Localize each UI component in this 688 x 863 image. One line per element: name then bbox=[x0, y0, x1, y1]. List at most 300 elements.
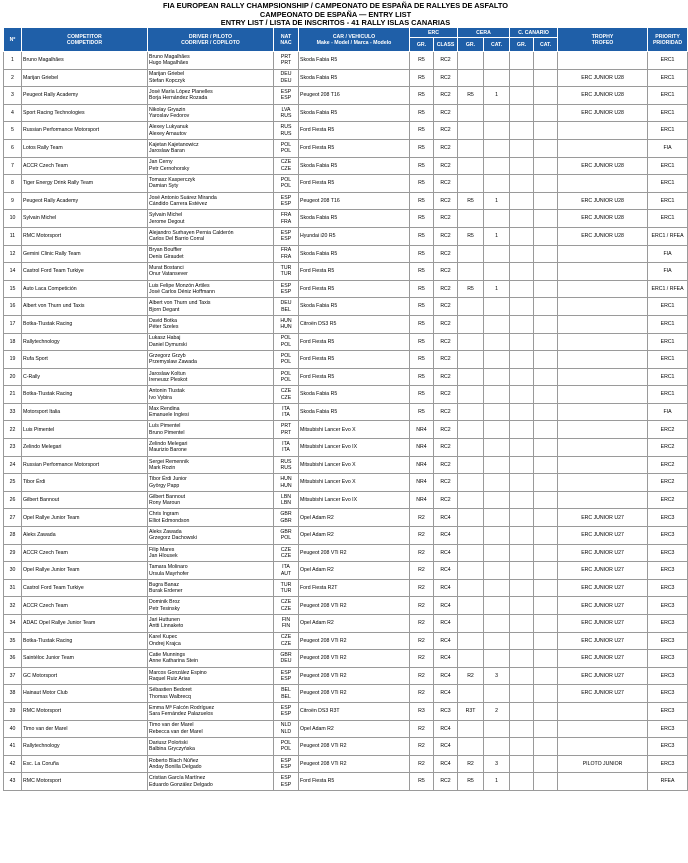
codriver-nationality: HUN bbox=[280, 324, 292, 331]
cera-group bbox=[458, 421, 484, 439]
driver-nationality: GBR bbox=[280, 528, 292, 535]
entry-number: 35 bbox=[4, 632, 22, 650]
ccanario-group bbox=[510, 315, 534, 333]
nationality bbox=[274, 439, 299, 457]
ccanario-category bbox=[534, 491, 558, 509]
driver-nationality: ESP bbox=[280, 282, 292, 289]
driver-crew bbox=[148, 562, 274, 580]
driver-crew bbox=[148, 298, 274, 316]
cera-category bbox=[484, 351, 510, 369]
ccanario-category bbox=[534, 139, 558, 157]
codriver-name: Stefan Kopczyk bbox=[149, 77, 186, 84]
driver-name: Grzegorz Grzyb bbox=[149, 352, 186, 359]
nationality bbox=[274, 615, 299, 633]
nationality bbox=[274, 386, 299, 404]
cera-category bbox=[484, 491, 510, 509]
trophy bbox=[558, 351, 648, 369]
priority: ERC3 bbox=[648, 527, 688, 545]
table-row bbox=[4, 210, 688, 228]
erc-group: R5 bbox=[410, 245, 434, 263]
driver-nationality: CZE bbox=[280, 159, 292, 166]
ccanario-group bbox=[510, 52, 534, 70]
priority: ERC1 bbox=[648, 315, 688, 333]
cera-category bbox=[484, 527, 510, 545]
car-model: Skoda Fabia R5 bbox=[299, 403, 410, 421]
codriver-name: Rebecca van der Marel bbox=[149, 728, 203, 735]
competitor-name: ACCR Czech Team bbox=[22, 597, 148, 615]
competitor-name: Gilbert Bannout bbox=[22, 491, 148, 509]
erc-group: R5 bbox=[410, 280, 434, 298]
nationality bbox=[274, 87, 299, 105]
driver-crew bbox=[148, 157, 274, 175]
erc-class: RC2 bbox=[434, 421, 458, 439]
nationality bbox=[274, 544, 299, 562]
codriver-name: Balbina Gryczyńska bbox=[149, 746, 195, 753]
trophy bbox=[558, 315, 648, 333]
erc-class: RC4 bbox=[434, 509, 458, 527]
trophy bbox=[558, 456, 648, 474]
table-row bbox=[4, 421, 688, 439]
ccanario-group bbox=[510, 192, 534, 210]
priority: ERC3 bbox=[648, 544, 688, 562]
car-model: Ford Fiesta R5 bbox=[299, 139, 410, 157]
car-model: Skoda Fabia R5 bbox=[299, 157, 410, 175]
car-model: Peugeot 208 T16 bbox=[299, 87, 410, 105]
nationality bbox=[274, 139, 299, 157]
table-row bbox=[4, 139, 688, 157]
erc-class: RC4 bbox=[434, 632, 458, 650]
driver-crew bbox=[148, 544, 274, 562]
cera-group bbox=[458, 104, 484, 122]
document-subtitle: ENTRY LIST / LISTA DE INSCRITOS - 41 RALLY ISLAS CANARIAS bbox=[220, 18, 451, 28]
cera-group bbox=[458, 139, 484, 157]
cera-category bbox=[484, 456, 510, 474]
codriver-nationality: CZE bbox=[280, 165, 292, 172]
trophy bbox=[558, 702, 648, 720]
header-cc-gr: GR. bbox=[510, 38, 534, 52]
cera-category bbox=[484, 720, 510, 738]
nationality bbox=[274, 474, 299, 492]
ccanario-category bbox=[534, 175, 558, 193]
driver-name: Sébastien Bedoret bbox=[149, 687, 192, 694]
trophy bbox=[558, 122, 648, 140]
priority: ERC1 bbox=[648, 386, 688, 404]
ccanario-category bbox=[534, 315, 558, 333]
cera-category bbox=[484, 632, 510, 650]
erc-class: RC2 bbox=[434, 474, 458, 492]
erc-class: RC2 bbox=[434, 386, 458, 404]
codriver-name: Sara Fernández Palazuelos bbox=[149, 711, 214, 718]
ccanario-category bbox=[534, 87, 558, 105]
car-model: Mitsubishi Lancer Evo IX bbox=[299, 491, 410, 509]
driver-nationality: LBN bbox=[280, 493, 292, 500]
ccanario-category bbox=[534, 597, 558, 615]
header-row-top bbox=[4, 28, 688, 38]
ccanario-group bbox=[510, 122, 534, 140]
trophy: ERC JUNIOR U27 bbox=[558, 597, 648, 615]
codriver-name: Emanuele Inglesi bbox=[149, 412, 189, 419]
driver-nationality: POL bbox=[280, 335, 292, 342]
codriver-name: Ondrej Krajca bbox=[149, 640, 181, 647]
entry-number: 11 bbox=[4, 227, 22, 245]
table-row bbox=[4, 315, 688, 333]
erc-class: RC2 bbox=[434, 104, 458, 122]
nationality bbox=[274, 315, 299, 333]
ccanario-category bbox=[534, 245, 558, 263]
table-row bbox=[4, 52, 688, 70]
priority: ERC1 bbox=[648, 368, 688, 386]
table-row bbox=[4, 720, 688, 738]
trophy: ERC JUNIOR U28 bbox=[558, 227, 648, 245]
entry-number: 7 bbox=[4, 157, 22, 175]
codriver-nationality: ITA bbox=[282, 447, 290, 454]
cera-category bbox=[484, 52, 510, 70]
nationality bbox=[274, 562, 299, 580]
driver-name: Jari Huttunen bbox=[149, 616, 180, 623]
ccanario-category bbox=[534, 157, 558, 175]
driver-nationality: ESP bbox=[280, 775, 292, 782]
nationality bbox=[274, 421, 299, 439]
cera-group: R3T bbox=[458, 702, 484, 720]
ccanario-group bbox=[510, 491, 534, 509]
cera-group bbox=[458, 210, 484, 228]
competitor-name: Timo van der Marel bbox=[22, 720, 148, 738]
priority: ERC1 / RFEA bbox=[648, 280, 688, 298]
competitor-name: Opel Rallye Junior Team bbox=[22, 562, 148, 580]
driver-crew bbox=[148, 615, 274, 633]
cera-group bbox=[458, 157, 484, 175]
erc-class: RC2 bbox=[434, 227, 458, 245]
ccanario-group bbox=[510, 597, 534, 615]
codriver-nationality: DEU bbox=[280, 77, 292, 84]
table-row bbox=[4, 69, 688, 87]
driver-name: Sylvain Michel bbox=[149, 212, 183, 219]
erc-class: RC2 bbox=[434, 139, 458, 157]
codriver-nationality: TUR bbox=[280, 588, 292, 595]
codriver-name: Jan Hlousek bbox=[149, 552, 178, 559]
priority: ERC3 bbox=[648, 509, 688, 527]
table-row bbox=[4, 263, 688, 281]
driver-name: Tomasz Kasperczyk bbox=[149, 177, 196, 184]
nationality bbox=[274, 368, 299, 386]
driver-name: Karel Kupec bbox=[149, 634, 178, 641]
codriver-name: Ivo Vybira bbox=[149, 394, 172, 401]
driver-crew bbox=[148, 315, 274, 333]
competitor-name: RMC Motorsport bbox=[22, 702, 148, 720]
ccanario-group bbox=[510, 386, 534, 404]
codriver-nationality: LBN bbox=[280, 500, 292, 507]
trophy: ERC JUNIOR U28 bbox=[558, 157, 648, 175]
entry-number: 18 bbox=[4, 333, 22, 351]
ccanario-category bbox=[534, 456, 558, 474]
erc-group: NR4 bbox=[410, 439, 434, 457]
codriver-nationality: POL bbox=[280, 376, 292, 383]
driver-name: Marijan Griebel bbox=[149, 71, 185, 78]
nationality bbox=[274, 104, 299, 122]
trophy bbox=[558, 439, 648, 457]
erc-group: R2 bbox=[410, 738, 434, 756]
erc-group: R5 bbox=[410, 227, 434, 245]
cera-group bbox=[458, 245, 484, 263]
table-row bbox=[4, 104, 688, 122]
codriver-name: Przemyslaw Zawada bbox=[149, 359, 197, 366]
erc-group: R5 bbox=[410, 210, 434, 228]
document-title: FIA EUROPEAN RALLY CHAMPSIONSHIP / CAMPEONATO DE ESPAÑA DE RALLYES DE ASFALTO bbox=[162, 1, 509, 10]
driver-name: Bryan Bouffier bbox=[149, 247, 182, 254]
driver-crew bbox=[148, 421, 274, 439]
car-model: Opel Adam R2 bbox=[299, 615, 410, 633]
header-erc-gr: GR. bbox=[410, 38, 434, 52]
erc-group: R2 bbox=[410, 527, 434, 545]
codriver-nationality: FRA bbox=[280, 253, 292, 260]
cera-category bbox=[484, 650, 510, 668]
trophy bbox=[558, 491, 648, 509]
erc-group: R2 bbox=[410, 562, 434, 580]
driver-name: Dominik Broz bbox=[149, 599, 180, 606]
erc-group: R5 bbox=[410, 192, 434, 210]
codriver-name: Onur Vatansever bbox=[149, 271, 188, 278]
competitor-name: Aleks Zawada bbox=[22, 527, 148, 545]
cera-group bbox=[458, 351, 484, 369]
nationality bbox=[274, 650, 299, 668]
driver-crew bbox=[148, 227, 274, 245]
entry-number: 9 bbox=[4, 192, 22, 210]
nationality bbox=[274, 632, 299, 650]
erc-group: R2 bbox=[410, 579, 434, 597]
entry-number: 24 bbox=[4, 456, 22, 474]
driver-nationality: BEL bbox=[281, 687, 291, 694]
erc-group: R5 bbox=[410, 368, 434, 386]
codriver-name: Hugo Magalhães bbox=[149, 60, 189, 67]
table-row bbox=[4, 280, 688, 298]
ccanario-group bbox=[510, 562, 534, 580]
erc-class: RC4 bbox=[434, 755, 458, 773]
driver-name: Albert von Thurn und Taxis bbox=[149, 300, 211, 307]
header-erc-class: CLASS bbox=[434, 38, 458, 52]
car-model: Peugeot 208 VTi R2 bbox=[299, 667, 410, 685]
codriver-name: Damian Syty bbox=[149, 183, 179, 190]
priority: ERC1 bbox=[648, 157, 688, 175]
car-model: Peugeot 208 VTi R2 bbox=[299, 738, 410, 756]
competitor-name: Marijan Griebel bbox=[22, 69, 148, 87]
cera-group: R2 bbox=[458, 755, 484, 773]
driver-crew bbox=[148, 667, 274, 685]
cera-category: 2 bbox=[484, 702, 510, 720]
codriver-name: Thomas Walbrecq bbox=[149, 693, 191, 700]
entry-number: 43 bbox=[4, 773, 22, 791]
ccanario-category bbox=[534, 333, 558, 351]
ccanario-category bbox=[534, 738, 558, 756]
ccanario-category bbox=[534, 421, 558, 439]
table-row bbox=[4, 298, 688, 316]
codriver-name: Ireneusz Pleskot bbox=[149, 376, 188, 383]
driver-crew bbox=[148, 69, 274, 87]
competitor-name: Hainaut Motor Club bbox=[22, 685, 148, 703]
driver-name: Aleks Zawada bbox=[149, 528, 182, 535]
cera-category bbox=[484, 333, 510, 351]
driver-crew bbox=[148, 579, 274, 597]
ccanario-group bbox=[510, 509, 534, 527]
erc-class: RC2 bbox=[434, 439, 458, 457]
cera-group: R2 bbox=[458, 667, 484, 685]
ccanario-category bbox=[534, 615, 558, 633]
car-model: Opel Adam R2 bbox=[299, 562, 410, 580]
trophy: ERC JUNIOR U27 bbox=[558, 509, 648, 527]
codriver-name: Elliot Edmondson bbox=[149, 517, 190, 524]
driver-crew bbox=[148, 456, 274, 474]
car-model: Skoda Fabia R5 bbox=[299, 210, 410, 228]
erc-group: R2 bbox=[410, 509, 434, 527]
erc-group: NR4 bbox=[410, 491, 434, 509]
driver-nationality: GBR bbox=[280, 652, 292, 659]
cera-group bbox=[458, 386, 484, 404]
ccanario-group bbox=[510, 474, 534, 492]
erc-group: NR4 bbox=[410, 474, 434, 492]
erc-group: R5 bbox=[410, 139, 434, 157]
table-row bbox=[4, 87, 688, 105]
priority: ERC1 bbox=[648, 351, 688, 369]
driver-crew bbox=[148, 403, 274, 421]
cera-group bbox=[458, 685, 484, 703]
erc-group: R5 bbox=[410, 175, 434, 193]
cera-group bbox=[458, 527, 484, 545]
competitor-name: Sylvain Michel bbox=[22, 210, 148, 228]
cera-category bbox=[484, 263, 510, 281]
trophy bbox=[558, 474, 648, 492]
table-row bbox=[4, 527, 688, 545]
entry-number: 40 bbox=[4, 720, 22, 738]
cera-category bbox=[484, 157, 510, 175]
driver-crew bbox=[148, 702, 274, 720]
codriver-name: Cándido Carrera Estévez bbox=[149, 201, 208, 208]
codriver-nationality: POL bbox=[280, 148, 292, 155]
driver-name: Luis Felipe Monzón Artiles bbox=[149, 282, 210, 289]
table-row bbox=[4, 386, 688, 404]
ccanario-group bbox=[510, 245, 534, 263]
competitor-name: Sport Racing Technologies bbox=[22, 104, 148, 122]
trophy: ERC JUNIOR U27 bbox=[558, 544, 648, 562]
table-row bbox=[4, 192, 688, 210]
priority: ERC3 bbox=[648, 615, 688, 633]
cera-group bbox=[458, 509, 484, 527]
trophy bbox=[558, 245, 648, 263]
nationality bbox=[274, 720, 299, 738]
driver-nationality: FIN bbox=[281, 616, 291, 623]
driver-nationality: POL bbox=[280, 740, 292, 747]
priority: ERC3 bbox=[648, 667, 688, 685]
cera-group bbox=[458, 333, 484, 351]
codriver-name: Daniel Dymurski bbox=[149, 341, 187, 348]
codriver-name: Petr Tesinsky bbox=[149, 605, 180, 612]
codriver-name: Rony Maroun bbox=[149, 500, 181, 507]
cera-category bbox=[484, 403, 510, 421]
codriver-name: Alexey Arnautov bbox=[149, 130, 187, 137]
nationality bbox=[274, 456, 299, 474]
erc-class: RC2 bbox=[434, 773, 458, 791]
table-row bbox=[4, 615, 688, 633]
erc-class: RC2 bbox=[434, 333, 458, 351]
driver-name: Timo van der Marel bbox=[149, 722, 194, 729]
driver-crew bbox=[148, 632, 274, 650]
ccanario-group bbox=[510, 175, 534, 193]
header-competitor: COMPETITOR COMPETIDOR bbox=[22, 28, 148, 52]
table-row bbox=[4, 351, 688, 369]
ccanario-group bbox=[510, 227, 534, 245]
ccanario-category bbox=[534, 650, 558, 668]
codriver-nationality: POL bbox=[280, 359, 292, 366]
cera-group: R5 bbox=[458, 773, 484, 791]
driver-nationality: ITA bbox=[282, 440, 290, 447]
entry-list-table bbox=[3, 27, 688, 791]
ccanario-category bbox=[534, 403, 558, 421]
cera-group bbox=[458, 122, 484, 140]
competitor-name: Tibor Érdi bbox=[22, 474, 148, 492]
car-model: Skoda Fabia R5 bbox=[299, 104, 410, 122]
erc-group: R5 bbox=[410, 263, 434, 281]
header-car: CAR / VEHICULO Make - Model / Marca - Modelo bbox=[299, 28, 410, 52]
competitor-name: Rufa Sport bbox=[22, 351, 148, 369]
nationality bbox=[274, 667, 299, 685]
driver-name: Cristian García Martínez bbox=[149, 775, 206, 782]
driver-crew bbox=[148, 439, 274, 457]
trophy bbox=[558, 368, 648, 386]
ccanario-group bbox=[510, 421, 534, 439]
nationality bbox=[274, 175, 299, 193]
driver-crew bbox=[148, 139, 274, 157]
driver-nationality: DEU bbox=[280, 300, 292, 307]
ccanario-category bbox=[534, 69, 558, 87]
codriver-nationality: DEU bbox=[280, 658, 292, 665]
car-model: Hyundai i20 R5 bbox=[299, 227, 410, 245]
erc-group: R2 bbox=[410, 755, 434, 773]
driver-nationality: CZE bbox=[280, 634, 292, 641]
car-model: Peugeot 208 VTi R2 bbox=[299, 650, 410, 668]
codriver-name: Jaroslaw Baran bbox=[149, 148, 185, 155]
cera-group bbox=[458, 579, 484, 597]
ccanario-category bbox=[534, 386, 558, 404]
erc-class: RC4 bbox=[434, 650, 458, 668]
erc-group: R3 bbox=[410, 702, 434, 720]
competitor-name: Zelindo Melegari bbox=[22, 439, 148, 457]
trophy: ERC JUNIOR U27 bbox=[558, 562, 648, 580]
cera-group bbox=[458, 175, 484, 193]
codriver-nationality: CZE bbox=[280, 605, 292, 612]
trophy bbox=[558, 421, 648, 439]
erc-group: R5 bbox=[410, 403, 434, 421]
driver-name: Gilbert Bannout bbox=[149, 493, 186, 500]
nationality bbox=[274, 351, 299, 369]
ccanario-group bbox=[510, 157, 534, 175]
erc-class: RC2 bbox=[434, 69, 458, 87]
trophy bbox=[558, 720, 648, 738]
cera-group bbox=[458, 439, 484, 457]
nationality bbox=[274, 157, 299, 175]
entry-number: 21 bbox=[4, 386, 22, 404]
driver-crew bbox=[148, 597, 274, 615]
cera-category: 3 bbox=[484, 667, 510, 685]
priority: FIA bbox=[648, 263, 688, 281]
erc-group: R2 bbox=[410, 720, 434, 738]
nationality bbox=[274, 527, 299, 545]
header-ccanario: C. CANARIO bbox=[510, 28, 558, 38]
codriver-nationality: RUS bbox=[280, 113, 292, 120]
priority: ERC1 bbox=[648, 87, 688, 105]
ccanario-category bbox=[534, 632, 558, 650]
header-trophy: TROPHY TROFEO bbox=[558, 28, 648, 52]
nationality bbox=[274, 52, 299, 70]
ccanario-category bbox=[534, 685, 558, 703]
car-model: Ford Fiesta R5 bbox=[299, 368, 410, 386]
